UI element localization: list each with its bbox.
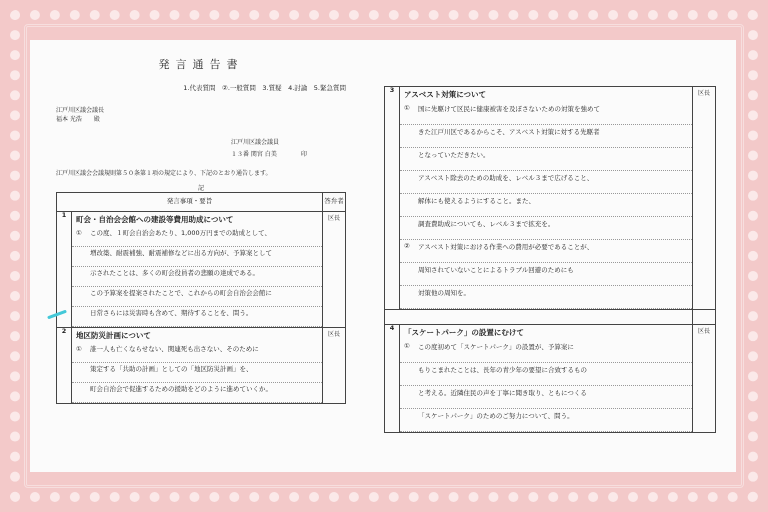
item-target: 区長	[323, 212, 346, 328]
item-line-text: 調査費助成についても、レベル３まで拡充を。	[418, 220, 555, 228]
item-line	[400, 125, 692, 148]
item-target: 区長	[693, 87, 716, 310]
item-line-text: 誰一人も亡くならせない、関連死も出さない、そのために	[90, 345, 259, 354]
item-title: アスベスト対策について	[404, 90, 487, 99]
item-body	[72, 328, 323, 404]
item-line-mark: ①	[404, 104, 410, 112]
item-line-text: アスベスト除去のための助成を、レベル３まで広げること、	[418, 174, 594, 182]
item-body	[400, 87, 693, 310]
item-number: 1	[57, 212, 72, 328]
item-line-text: この度、１町会自治会あたり、1,000万円までの助成として、	[90, 229, 271, 238]
item-line-text: 「スケートパーク」のためのご努力について、問う。	[418, 412, 574, 420]
item-number: 3	[385, 87, 400, 310]
sender-line: １３番 関宮 白美 印	[231, 150, 307, 158]
left-items	[57, 212, 346, 404]
item-target: 区長	[693, 325, 716, 433]
item-line-text: と考える。近隣住民の声を丁寧に聞き取り、ともにつくる	[418, 389, 587, 397]
target-header: 答弁者	[323, 193, 346, 212]
item-line-text: 日常さらには災害時も含めて、期待することを、問う。	[90, 309, 253, 318]
item-line	[400, 148, 692, 171]
item-line	[72, 267, 322, 287]
item-line-mark: ①	[76, 229, 82, 238]
item-line-text: 増改築、耐震補強、耐震補修などに出る方向が、予算案として	[90, 249, 272, 258]
table-header	[57, 193, 346, 212]
item-line	[72, 227, 322, 247]
item-line-mark: ②	[404, 242, 410, 250]
item-line-mark: ①	[76, 345, 82, 354]
item-title: 「スケートパーク」の設置にむけて	[404, 328, 524, 337]
item-line-text: 策定する「共助の計画」としての「地区防災計画」を、	[90, 365, 253, 374]
left-table	[56, 192, 346, 404]
right-page	[384, 86, 716, 466]
item-line-text: きた江戸川区であるからこそ、アスベスト対策に対する先駆者	[418, 128, 600, 136]
item-body	[400, 325, 693, 433]
item-row	[57, 328, 346, 404]
item-line	[400, 171, 692, 194]
item-title: 町会・自治会会館への建設等費用助成について	[76, 215, 234, 225]
sender-line: 江戸川区議会議員	[231, 139, 280, 147]
item-line-text: もりこまれたことは、長年の青少年の要望に合致するもの	[418, 366, 587, 374]
item-line-text: この予算案を提案されたことで、これからの町会自治会会館に	[90, 289, 272, 298]
item-target: 区長	[323, 328, 346, 404]
item-line	[72, 383, 322, 403]
item-row	[385, 325, 716, 433]
item-line	[72, 343, 322, 363]
ki-label: 記	[197, 184, 204, 192]
subject-header: 発言事項・要旨	[57, 193, 323, 212]
item-line-text: アスベスト対策における作業への費用が必要であることが、	[418, 243, 594, 251]
item-line	[400, 363, 692, 386]
item-line	[400, 194, 692, 217]
item-line-text: 解体にも使えるようにすること。また、	[418, 197, 535, 205]
item-title: 地区防災計画について	[76, 331, 151, 341]
sender	[231, 139, 346, 157]
intro-text: 江戸川区議会会議規則第５０条第１項の規定により、下記のとおり通告します。	[56, 169, 272, 177]
item-row	[57, 212, 346, 328]
item-line-text: 示されたことは、多くの町会役員者の悲願の達成である。	[90, 269, 259, 278]
question-types: 1.代表質問 ②.一般質問 3.質疑 4.討論 5.緊急質問	[183, 84, 346, 93]
item-line-mark: ①	[404, 342, 410, 350]
item-number: 2	[57, 328, 72, 404]
item-body	[72, 212, 323, 328]
item-line	[400, 386, 692, 409]
item-line-text: 対策他の周知を。	[418, 289, 470, 297]
item-line	[400, 340, 692, 363]
item-line-text: となっていただきたい。	[418, 151, 490, 159]
document-title: 発言通告書	[158, 58, 244, 71]
left-page	[56, 48, 346, 468]
item-line	[72, 363, 322, 383]
item-line	[400, 286, 692, 309]
addressee-line: 江戸川区議会議長	[56, 106, 105, 114]
item-line-text: 町会自治会で促進するための援助をどのように進めていくか。	[90, 385, 272, 394]
spacer-row	[385, 310, 716, 325]
item-line	[72, 307, 322, 327]
addressee-line: 福本 光浩 殿	[56, 116, 100, 124]
item-number: 4	[385, 325, 400, 433]
item-line-text: この度初めて「スケートパーク」の設置が、予算案に	[418, 343, 574, 351]
item-line-text: 国に先駆けて区民に健康被害を及ぼさないための対策を強めて	[418, 105, 600, 113]
item-line	[72, 287, 322, 307]
item-line	[400, 263, 692, 286]
item-line	[400, 217, 692, 240]
item-line-text: 周知されていないことによるトラブル回避のためにも	[418, 266, 574, 274]
item-line	[400, 409, 692, 432]
addressee	[56, 107, 346, 123]
item-line	[400, 102, 692, 125]
item-line	[400, 240, 692, 263]
item-row	[385, 87, 716, 310]
item-line	[72, 247, 322, 267]
right-items	[385, 87, 716, 433]
right-table	[384, 86, 716, 433]
